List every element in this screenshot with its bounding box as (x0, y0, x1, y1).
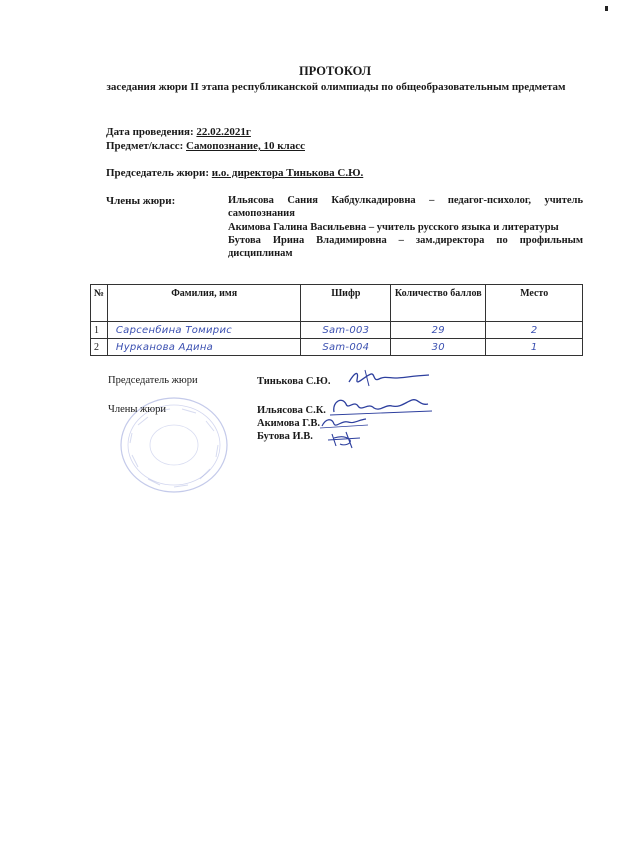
jury-member: Акимова Галина Васильевна – учитель русского языка и литературы (228, 221, 559, 233)
date-label: Дата проведения: (106, 126, 194, 138)
cell-number: 2 (91, 339, 108, 356)
chair-line (106, 166, 363, 180)
col-header-number: № (91, 285, 108, 322)
table-row (91, 339, 583, 356)
chair-signature-label: Председатель жюри (108, 375, 198, 386)
col-header-place: Место (486, 285, 583, 322)
date-line (106, 125, 251, 139)
col-header-name: Фамилия, имя (107, 285, 301, 322)
member-signature-scribble (326, 430, 362, 450)
date-value: 22.02.2021г (196, 126, 251, 138)
document-title: ПРОТОКОЛ (298, 64, 372, 78)
chair-signature-scribble (345, 366, 435, 390)
chair-value: и.о. директора Тинькова С.Ю. (211, 167, 364, 179)
results-table (90, 284, 583, 356)
scan-corner-mark (605, 6, 608, 11)
cell-place: 1 (486, 339, 583, 356)
chair-label: Председатель жюри: (106, 167, 210, 179)
jury-member: Ильясова Сания Кабдулкадировна – педагог-психолог, учитель самопознания (228, 195, 583, 220)
jury-member: Бутова Ирина Владимировна – зам.директора по профильным дисциплинам (228, 234, 583, 260)
cell-place: 2 (486, 322, 583, 339)
member-signature-name: Ильясова С.К. (257, 405, 326, 416)
cell-code: Sam-003 (301, 322, 391, 339)
table-row (91, 322, 583, 339)
cell-code: Sam-004 (301, 339, 391, 356)
cell-name: Сарсенбина Томирис (107, 322, 301, 339)
subject-label: Предмет/класс: (106, 140, 184, 152)
jury-label: Члены жюри: (106, 195, 176, 207)
cell-score: 30 (391, 339, 486, 356)
table-header-row (91, 285, 583, 322)
subject-line (106, 139, 305, 153)
members-signature-label: Члены жюри (108, 404, 166, 415)
subject-value: Самопознание, 10 класс (186, 140, 305, 152)
col-header-score: Количество баллов (391, 285, 486, 322)
chair-signature-name: Тинькова С.Ю. (257, 376, 331, 387)
member-signature-name: Акимова Г.В. (257, 418, 320, 429)
jury-members-list (228, 194, 583, 260)
col-header-code: Шифр (301, 285, 391, 322)
cell-name: Нурканова Адина (107, 339, 301, 356)
cell-score: 29 (391, 322, 486, 339)
member-signature-name: Бутова И.В. (257, 431, 313, 442)
document-subtitle: заседания жюри II этапа республиканской олимпиады по общеобразовательным предметам (106, 81, 566, 93)
cell-number: 1 (91, 322, 108, 339)
